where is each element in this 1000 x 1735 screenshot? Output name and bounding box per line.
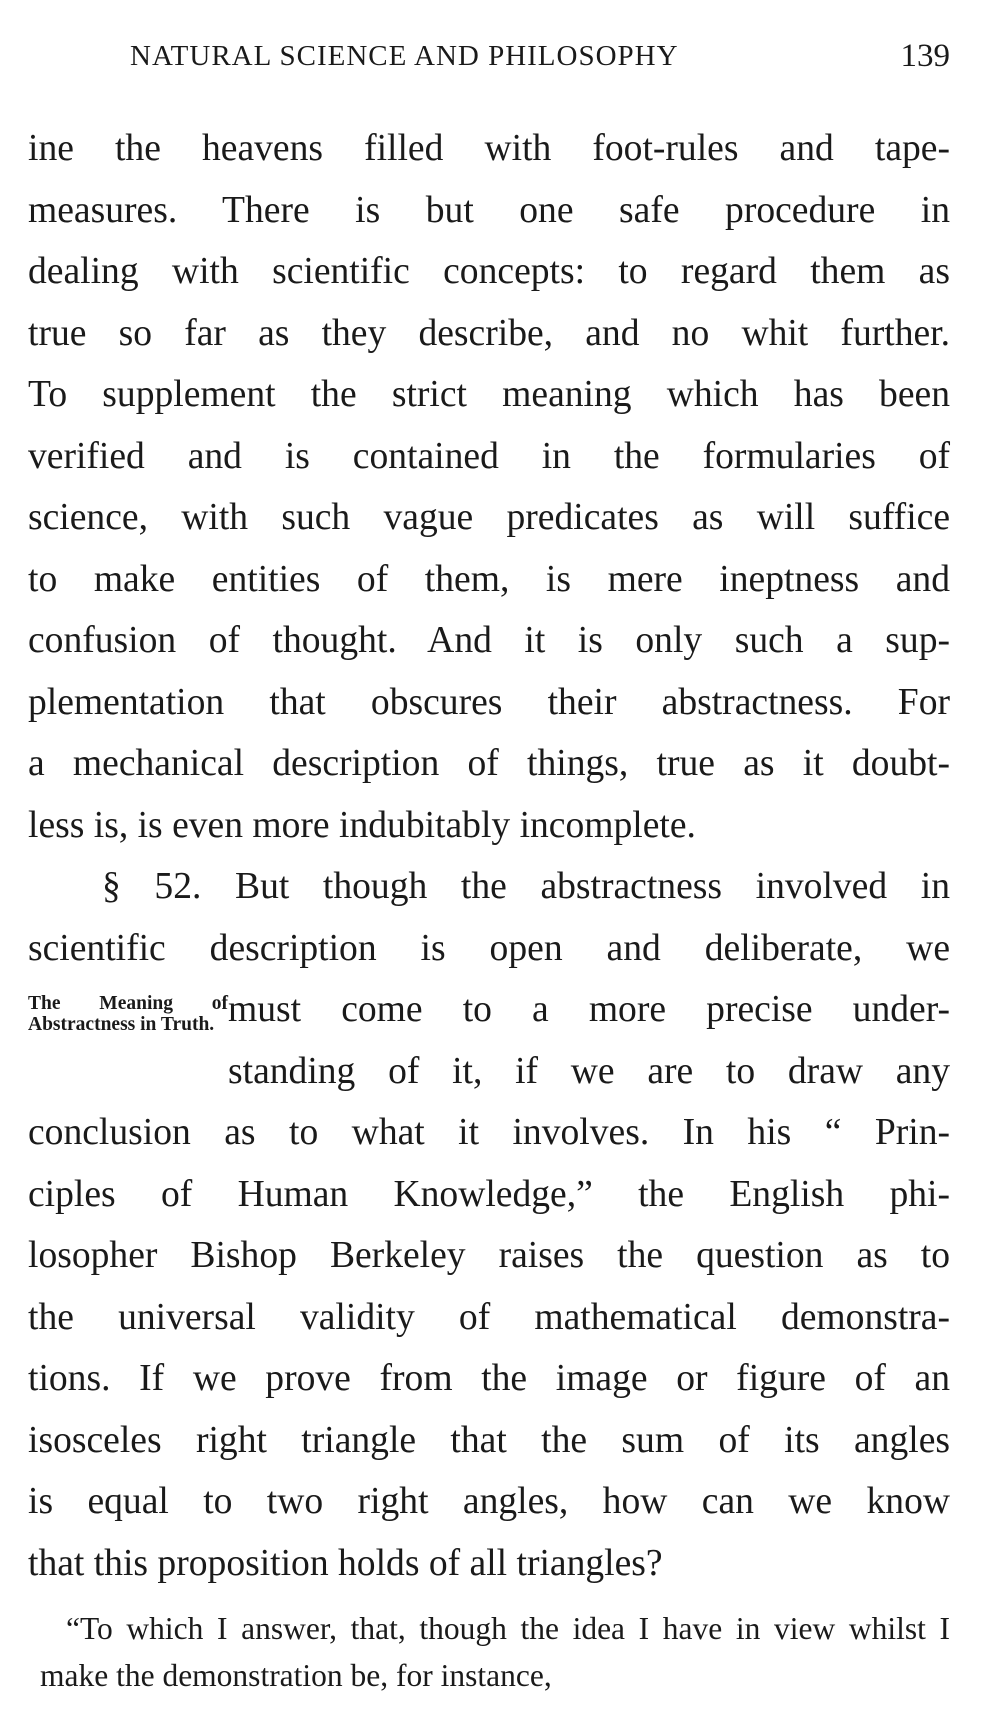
- text-line: dealing with scientific concepts: to regard them as: [28, 251, 950, 292]
- text-line: ine the heavens filled with foot-rules and tape-: [28, 128, 950, 169]
- text-line: to make entities of them, is mere ineptness and: [28, 558, 950, 600]
- paragraph-2: [28, 856, 950, 1594]
- text-line: losopher Bishop Berkeley raises the question as to: [28, 1235, 950, 1276]
- sidenote-adjacent-text: [228, 979, 950, 1102]
- text-line: ciples of Human Knowledge,” the English phi-: [28, 1173, 950, 1215]
- text-line: isosceles right triangle that the sum of its angles: [28, 1419, 950, 1461]
- body-text: [28, 118, 950, 1594]
- text-line: that this proposition holds of all triangles?: [28, 1542, 663, 1584]
- text-line: conclusion as to what it involves. In his “ Prin-: [28, 1112, 950, 1153]
- sidenote-block: [28, 979, 950, 1102]
- running-title: NATURAL SCIENCE AND PHILOSOPHY: [130, 40, 679, 72]
- text-line: must come to a more precise under-: [228, 989, 950, 1030]
- text-line: less is, is even more indubitably incomplete.: [28, 804, 696, 846]
- text-line: standing of it, if we are to draw any: [228, 1050, 950, 1092]
- text-line: tions. If we prove from the image or figure of an: [28, 1358, 950, 1399]
- text-line: true so far as they describe, and no whit further.: [28, 312, 950, 354]
- text-line: To supplement the strict meaning which has been: [28, 374, 950, 415]
- text-line: plementation that obscures their abstractness. For: [28, 681, 950, 723]
- text-line: confusion of thought. And it is only such a sup-: [28, 620, 950, 661]
- block-quote: “To which I answer, that, though the idea I have in view whilst I make the demonstration be, for instance,: [40, 1611, 950, 1693]
- text-line: a mechanical description of things, true as it doubt-: [28, 743, 950, 784]
- text-line: the universal validity of mathematical demonstra-: [28, 1296, 950, 1338]
- paragraph-1: [28, 118, 950, 856]
- text-line: is equal to two right angles, how can we know: [28, 1481, 950, 1522]
- page-number: 139: [900, 38, 950, 74]
- text-line: verified and is contained in the formularies of: [28, 435, 950, 477]
- text-line: measures. There is but one safe procedure in: [28, 189, 950, 231]
- text-line: scientific description is open and deliberate, we: [28, 927, 950, 969]
- text-line: science, with such vague predicates as will suffice: [28, 497, 950, 538]
- margin-sidenote: The Meaning of Abstractness in Truth.: [28, 993, 228, 1035]
- section-52-opening-line: § 52. But though the abstractness involved in: [102, 866, 950, 907]
